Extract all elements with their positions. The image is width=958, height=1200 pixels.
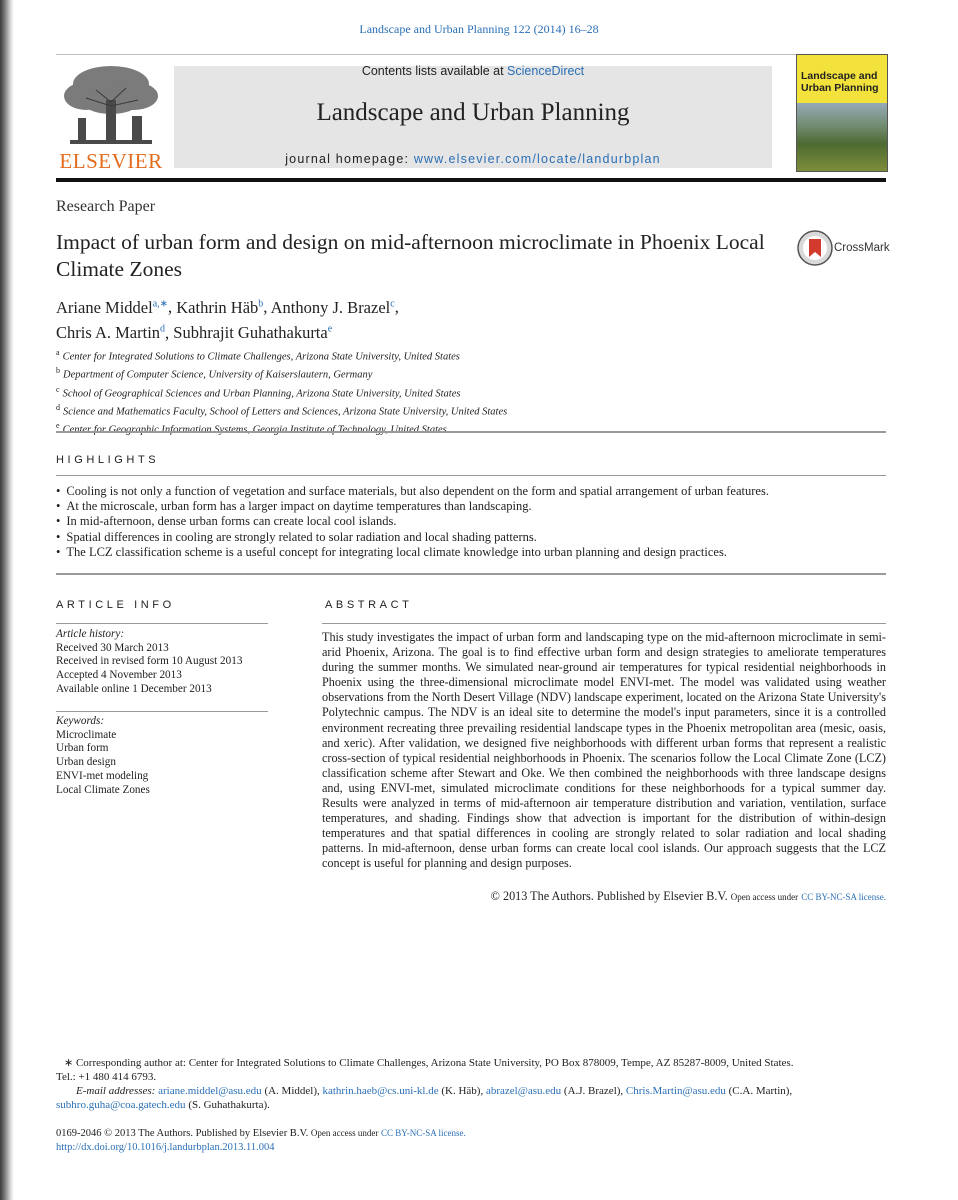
- history-item: Received in revised form 10 August 2013: [56, 655, 243, 668]
- abstract-heading: ABSTRACT: [325, 599, 413, 611]
- footer-license-link[interactable]: CC BY-NC-SA license.: [381, 1128, 466, 1138]
- email-owner: (K. Häb),: [441, 1085, 484, 1097]
- keyword: Local Climate Zones: [56, 783, 150, 796]
- article-title: Impact of urban form and design on mid-afternoon microclimate in Phoenix Local Climate Zones: [56, 230, 765, 281]
- highlights-bottom-rule: [56, 573, 886, 575]
- footer-open-access: Open access under: [310, 1128, 379, 1138]
- keywords-rule: [56, 711, 268, 712]
- author[interactable]: Anthony J. Brazel$^c$: [270, 297, 395, 317]
- author[interactable]: Ariane Middel$^{a,∗}$: [56, 297, 169, 317]
- doi-link[interactable]: http://dx.doi.org/10.1016/j.landurbplan.2013.11.004: [56, 1142, 275, 1153]
- author-affiliation-marker[interactable]: c: [390, 298, 395, 309]
- issn-copyright: 0169-2046 © 2013 The Authors. Published by Elsevier B.V.: [56, 1128, 309, 1139]
- author[interactable]: Chris A. Martin$^d$: [56, 323, 166, 342]
- page-footer: [56, 1126, 886, 1155]
- article-history: [56, 628, 268, 697]
- crossmark-icon: [796, 229, 834, 267]
- masthead-rule: [56, 178, 886, 182]
- cover-photo: [797, 103, 887, 171]
- homepage-link[interactable]: www.elsevier.com/locate/landurbplan: [413, 152, 661, 166]
- affiliation: $^c$ School of Geographical Sciences and Urban Planning, Arizona State University, United States: [56, 384, 461, 400]
- abstract-copyright: [322, 889, 886, 904]
- cover-title-line2: Urban Planning: [801, 82, 879, 94]
- highlight-item: • Cooling is not only a function of vegetation and surface materials, but also dependent on the form and spatial arrangement of urban features.: [56, 484, 886, 499]
- highlight-item: • The LCZ classification scheme is a useful concept for integrating local climate knowledge into urban planning and design practices.: [56, 545, 886, 560]
- elsevier-logo: [56, 62, 166, 174]
- keyword: ENVI-met modeling: [56, 769, 149, 782]
- history-item: Accepted 4 November 2013: [56, 669, 182, 682]
- author-affiliation-marker[interactable]: e: [327, 323, 333, 335]
- issn-line: [56, 1126, 886, 1141]
- article-info-rule: [56, 623, 268, 624]
- contents-prefix: Contents lists available at: [361, 64, 508, 78]
- affiliation-rule: [56, 431, 886, 433]
- author[interactable]: Kathrin Häb$^b$: [176, 297, 264, 317]
- highlights-list: [56, 484, 886, 560]
- keyword: Urban design: [56, 756, 116, 769]
- keywords-label: Keywords:: [56, 715, 105, 727]
- journal-cover-image: [796, 54, 888, 172]
- highlight-item: • Spatial differences in cooling are strongly related to solar radiation and local shading patterns.: [56, 530, 886, 545]
- highlight-item: • At the microscale, urban form has a larger impact on daytime temperatures than landscaping.: [56, 499, 886, 514]
- abstract-rule: [322, 623, 886, 624]
- email-link[interactable]: subhro.guha@coa.gatech.edu: [56, 1099, 186, 1111]
- cover-title: [801, 70, 879, 94]
- article-type: Research Paper: [56, 198, 156, 215]
- email-label: E-mail addresses:: [76, 1085, 156, 1097]
- corresponding-footnote: [56, 1056, 886, 1112]
- email-owner: (A. Middel),: [264, 1085, 320, 1097]
- journal-citation[interactable]: Landscape and Urban Planning 122 (2014) 16–28: [359, 22, 599, 36]
- article-info-heading: ARTICLE INFO: [56, 599, 175, 611]
- telephone: Tel.: +1 480 414 6793.: [56, 1071, 157, 1083]
- affiliation: $^a$ Center for Integrated Solutions to Climate Challenges, Arizona State University, United States: [56, 348, 460, 363]
- journal-banner: [174, 66, 772, 168]
- email-owner: (C.A. Martin),: [728, 1085, 793, 1097]
- history-item: Received 30 March 2013: [56, 641, 169, 654]
- cover-title-line1: Landscape and: [801, 70, 878, 82]
- highlights-top-rule: [56, 475, 886, 476]
- highlight-item: • In mid-afternoon, dense urban forms can create local cool islands.: [56, 514, 886, 529]
- author-affiliation-marker[interactable]: d: [160, 323, 166, 335]
- email-link[interactable]: ariane.middel@asu.edu: [158, 1085, 262, 1097]
- sciencedirect-link[interactable]: ScienceDirect: [507, 64, 585, 78]
- journal-title: Landscape and Urban Planning: [316, 99, 630, 126]
- homepage-prefix: journal homepage:: [285, 152, 414, 166]
- affiliation: e: [56, 421, 60, 431]
- license-link[interactable]: CC BY-NC-SA license.: [801, 892, 886, 902]
- open-access-label: Open access under: [730, 892, 799, 902]
- elsevier-tree-icon: [56, 62, 166, 150]
- author[interactable]: Subhrajit Guhathakurta$^e$: [173, 323, 333, 342]
- keywords: [56, 715, 268, 797]
- affiliation: $^b$ Department of Computer Science, University of Kaiserslautern, Germany: [56, 366, 373, 381]
- homepage-line: [174, 152, 772, 166]
- author-affiliation-marker[interactable]: a,∗: [152, 298, 169, 309]
- history-item: Available online 1 December 2013: [56, 682, 212, 695]
- email-owner: (A.J. Brazel),: [563, 1085, 624, 1097]
- crossmark-label: CrossMark: [834, 242, 890, 254]
- email-link[interactable]: Chris.Martin@asu.edu: [625, 1085, 726, 1097]
- author-list: Ariane Middel$^{a,∗}$, Kathrin Häb$^b$, Anthony J. Brazel$^c$, Chris A. Martin$^d$, Subhrajit Guhathakurta$^e$: [56, 297, 399, 342]
- copyright-text: © 2013 The Authors. Published by Elsevier B.V.: [490, 889, 728, 903]
- author-affiliation-marker[interactable]: b: [258, 298, 264, 309]
- corresponding-author: ∗ Corresponding author at: Center for Integrated Solutions to Climate Challenges, Arizona State University, PO Box 878009, Tempe, AZ 85287-8009, United States.: [64, 1057, 794, 1069]
- affiliation: $^d$ Science and Mathematics Faculty, School of Letters and Sciences, Arizona State University, United States: [56, 402, 508, 418]
- scan-left-shadow: [0, 0, 14, 1200]
- email-link[interactable]: kathrin.haeb@cs.uni-kl.de: [322, 1085, 439, 1097]
- contents-line: [174, 64, 772, 78]
- crossmark-badge[interactable]: [796, 229, 891, 269]
- elsevier-wordmark: ELSEVIER: [59, 149, 163, 173]
- abstract-text: This study investigates the impact of urban form and landscaping type on the mid-afternoon microclimate in semi-arid Phoenix, Arizona. The goal is to find effective urban form and design strategies to ameliorate temperatures during the summer months. We simulated near-ground air temperatures for typical residential neighborhoods in Phoenix using the three-dimensional microclimate model ENVI-met. The model was validated using weather observations from the North Desert Village (NDV) landscape experiment, located on the Arizona State University's Polytechnic campus. The NDV is an ideal site to determine the model's input parameters, since it is a controlled environment recreating three prevailing residential landscape types in the Phoenix metropolitan area (mesic, oasis, and xeric). After validation, we designed five neighborhoods with different urban forms that represent a realistic cross-section of typical residential neighborhoods in Phoenix. The scenarios follow the Local Climate Zone (LCZ) classification scheme after Stewart and Oke. We then combined the neighborhoods with three landscape designs and, using ENVI-met, simulated microclimate conditions for these neighborhoods for a typical summer day. Results were analyzed in terms of mid-afternoon air temperature distribution and variation, ventilation, surface temperatures, and shading. Findings show that advection is important for the distribution of within-design temperatures and that spatial differences in cooling are strongly related to solar radiation and local shading patterns. In mid-afternoon, dense urban forms can create local cool islands. Our approach suggests that the LCZ concept is useful for planning and design purposes.: [322, 630, 886, 871]
- article-history-label: Article history:: [56, 628, 125, 640]
- header-rule: [56, 54, 886, 55]
- email-addresses: [56, 1084, 886, 1098]
- email-owner: (S. Guhathakurta).: [188, 1099, 270, 1111]
- highlights-heading: HIGHLIGHTS: [56, 454, 160, 466]
- email-addresses-cont: [56, 1098, 886, 1112]
- email-link[interactable]: abrazel@asu.edu: [485, 1085, 562, 1097]
- affiliation-list: [56, 346, 507, 437]
- keyword: Microclimate: [56, 728, 117, 741]
- keyword: Urban form: [56, 742, 109, 755]
